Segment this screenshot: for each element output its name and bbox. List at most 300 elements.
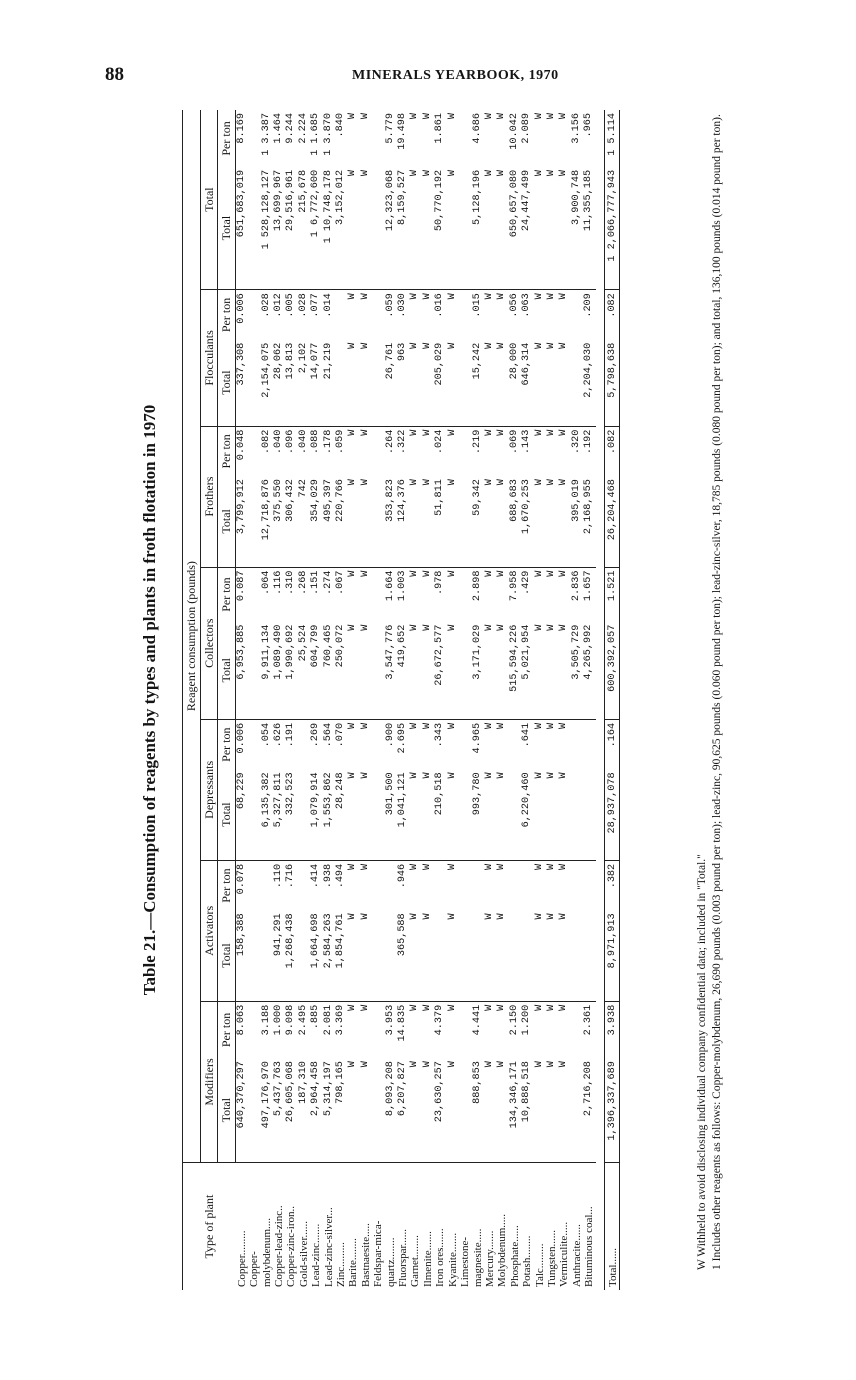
total-cell: 2,964,458 xyxy=(310,1058,322,1163)
per-ton-cell xyxy=(571,1001,583,1058)
per-ton-cell: .016 xyxy=(434,293,446,318)
per-ton-cell: .070 xyxy=(335,722,347,748)
per-ton-cell: 4.965 xyxy=(471,722,483,754)
total-cell: W xyxy=(447,167,459,290)
per-ton-cell: W xyxy=(545,429,557,436)
per-ton-cell: W xyxy=(446,429,458,436)
per-ton-cell: W xyxy=(421,863,433,870)
total-cell xyxy=(372,910,384,1001)
total-cell: 515,594,226 xyxy=(509,622,521,720)
total-cell xyxy=(459,622,471,720)
total-cell: 2,168,955 xyxy=(583,476,595,567)
total-cell: 1,553,862 xyxy=(323,769,335,860)
total-cell: 1,079,914 xyxy=(310,769,322,860)
total-cell: 8,093,208 xyxy=(385,1058,397,1163)
per-ton-cell: .192 xyxy=(583,429,595,455)
per-ton-cell: W xyxy=(359,1004,371,1011)
total-cell: W xyxy=(422,910,434,1001)
total-cell: 51,811 xyxy=(434,476,446,567)
table-row xyxy=(434,110,446,1290)
total-cell: 1 6,772,600 xyxy=(310,167,322,290)
per-ton-cell: .151 xyxy=(310,570,322,596)
per-ton-cell: 0.006 xyxy=(235,293,247,324)
per-ton-cell: 1.861 xyxy=(434,113,446,144)
per-ton-cell: W xyxy=(496,863,508,870)
subheader-per-ton: Per ton xyxy=(218,860,236,910)
total-cell: 50,770,192 xyxy=(434,167,446,290)
total-cell: 68,229 xyxy=(235,769,248,860)
per-ton-cell xyxy=(459,719,471,769)
total-cell: 124,376 xyxy=(397,476,409,567)
per-ton-cell: W xyxy=(359,429,371,436)
per-ton-cell: W xyxy=(409,429,421,436)
total-cell: W xyxy=(484,769,496,860)
per-ton-cell xyxy=(459,860,471,910)
total-cell: W xyxy=(409,476,421,567)
per-ton-cell: 2.224 xyxy=(297,113,309,144)
total-cell xyxy=(372,340,384,426)
plant-type-cell: Talc......... xyxy=(533,1243,546,1287)
per-ton-cell: W xyxy=(446,293,458,300)
total-cell: 2,716,208 xyxy=(583,1058,595,1163)
per-ton-cell xyxy=(372,1001,384,1058)
per-ton-cell: W xyxy=(483,863,495,870)
per-ton-cell: W xyxy=(545,863,557,870)
total-cell: W xyxy=(496,622,508,720)
total-cell: W xyxy=(409,167,421,290)
subheader-total: Total xyxy=(218,476,236,567)
per-ton-cell: 19.498 xyxy=(397,113,409,150)
total-cell: 993,780 xyxy=(472,769,484,860)
per-ton-cell: .012 xyxy=(273,293,284,318)
total-cell xyxy=(248,340,260,426)
per-ton-cell: 3.938 xyxy=(604,1001,619,1058)
per-ton-cell: .978 xyxy=(434,570,446,596)
total-cell: 651,683,019 xyxy=(235,167,248,290)
total-cell: W xyxy=(546,340,558,426)
total-cell: 5,327,811 xyxy=(273,769,285,860)
per-ton-cell: .014 xyxy=(322,293,334,318)
total-cell xyxy=(385,910,397,1001)
per-ton-cell xyxy=(372,860,384,910)
total-cell: 419,652 xyxy=(397,622,409,720)
total-cell: 23,630,257 xyxy=(434,1058,446,1163)
per-ton-cell: 1 5.114 xyxy=(604,110,619,167)
total-cell: 332,523 xyxy=(285,769,297,860)
plant-type-cell: Copper......... xyxy=(235,1230,248,1287)
total-cell: 1,664,698 xyxy=(310,910,322,1001)
per-ton-cell: W xyxy=(533,113,545,120)
total-cell xyxy=(509,910,521,1001)
per-ton-cell: W xyxy=(347,429,359,436)
total-cell: 3,171,029 xyxy=(472,622,484,720)
total-cell: W xyxy=(558,167,570,290)
per-ton-cell: W xyxy=(409,863,421,870)
per-ton-cell: 2.836 xyxy=(570,570,582,602)
per-ton-cell xyxy=(372,110,384,167)
spacer-cell xyxy=(596,110,605,1290)
table-title: Table 21.—Consumption of reagents by types and plants in froth flotation in 1970 xyxy=(140,404,159,996)
per-ton-cell: W xyxy=(533,570,545,577)
table-row xyxy=(397,110,409,1290)
total-cell: 5,021,954 xyxy=(521,622,533,720)
per-ton-cell: .965 xyxy=(583,113,595,138)
total-cell xyxy=(248,622,260,720)
per-ton-cell: .320 xyxy=(570,429,582,455)
per-ton-cell: W xyxy=(558,293,570,300)
table-row xyxy=(298,110,310,1290)
per-ton-cell: .096 xyxy=(285,429,297,455)
total-cell: W xyxy=(546,167,558,290)
total-cell: 28,000 xyxy=(509,340,521,426)
per-ton-cell: .900 xyxy=(384,722,396,748)
total-cell: 205,029 xyxy=(434,340,446,426)
total-cell: W xyxy=(546,910,558,1001)
subheader-total: Total xyxy=(218,910,236,1001)
table-row xyxy=(335,110,347,1290)
footnote-withheld: W Withheld to avoid disclosing individual company confidential data; included in "Total." xyxy=(696,854,708,1270)
total-cell: W xyxy=(496,340,508,426)
total-cell xyxy=(372,769,384,860)
per-ton-cell: .938 xyxy=(322,863,334,889)
plant-type-cell: Limestone- xyxy=(459,1236,472,1287)
total-cell: W xyxy=(360,340,372,426)
total-cell: 220,766 xyxy=(335,476,347,567)
plant-type-cell: Copper-lead-zinc.. xyxy=(273,1205,285,1287)
per-ton-cell xyxy=(509,719,521,769)
total-cell: 1,670,253 xyxy=(521,476,533,567)
total-cell: W xyxy=(496,769,508,860)
total-cell: W xyxy=(360,476,372,567)
total-cell xyxy=(298,910,310,1001)
total-cell xyxy=(248,476,260,567)
total-cell: W xyxy=(360,1058,372,1163)
per-ton-cell xyxy=(459,110,471,167)
plant-type-cell: Tungsten...... xyxy=(545,1229,558,1287)
total-cell xyxy=(472,910,484,1001)
per-ton-cell: 1.657 xyxy=(583,570,595,602)
per-ton-cell: .054 xyxy=(260,722,272,748)
total-cell: 6,135,382 xyxy=(261,769,273,860)
total-cell: 14,077 xyxy=(310,340,322,426)
table-row xyxy=(273,110,285,1290)
total-cell: 798,165 xyxy=(335,1058,347,1163)
per-ton-cell: .885 xyxy=(310,1004,322,1030)
total-cell xyxy=(459,910,471,1001)
total-cell xyxy=(372,622,384,720)
per-ton-cell: 9.098 xyxy=(285,1004,297,1036)
per-ton-cell xyxy=(248,290,260,340)
total-cell: W xyxy=(484,167,496,290)
per-ton-cell xyxy=(248,860,260,910)
total-cell: 13,813 xyxy=(285,340,297,426)
total-cell xyxy=(459,1058,471,1163)
total-cell xyxy=(459,167,471,290)
plant-type-cell: Lead-zinc....... xyxy=(310,1223,323,1287)
per-ton-cell: 3.188 xyxy=(260,1004,272,1036)
total-cell: 28,062 xyxy=(273,340,285,426)
table-row xyxy=(385,110,397,1290)
table-row xyxy=(360,110,372,1290)
table-row xyxy=(447,110,459,1290)
total-cell: W xyxy=(496,910,508,1001)
total-cell: W xyxy=(484,1058,496,1163)
per-ton-cell: .005 xyxy=(285,293,297,318)
total-cell: 742 xyxy=(298,476,310,567)
per-ton-cell xyxy=(248,426,260,476)
table-footnotes xyxy=(695,114,725,1284)
per-ton-cell: .069 xyxy=(508,429,520,455)
total-cell: 26,672,577 xyxy=(434,622,446,720)
subheader-per-ton: Per ton xyxy=(218,290,236,340)
per-ton-cell: 0.087 xyxy=(235,570,247,602)
per-ton-cell: W xyxy=(446,722,458,729)
plant-type-cell: Total...... xyxy=(604,1163,619,1290)
per-ton-cell xyxy=(459,1001,471,1058)
per-ton-cell: W xyxy=(483,570,495,577)
total-cell xyxy=(583,910,595,1001)
per-ton-cell: .116 xyxy=(273,570,284,596)
per-ton-cell: .716 xyxy=(285,863,297,889)
total-cell: W xyxy=(409,769,421,860)
per-ton-cell: .178 xyxy=(322,429,334,455)
total-cell: W xyxy=(347,340,359,426)
page-number: 88 xyxy=(105,64,124,85)
per-ton-cell: W xyxy=(558,722,570,729)
per-ton-cell: .274 xyxy=(322,570,334,596)
per-ton-cell: W xyxy=(533,429,545,436)
plant-type-cell: Mercury....... xyxy=(483,1230,496,1287)
per-ton-cell: W xyxy=(421,570,433,577)
total-cell: W xyxy=(484,340,496,426)
subheader-per-ton: Per ton xyxy=(218,567,236,622)
total-cell: W xyxy=(447,622,459,720)
total-cell: W xyxy=(558,1058,570,1163)
per-ton-cell: 1 1.685 xyxy=(310,113,322,156)
total-cell: 760,465 xyxy=(323,622,335,720)
per-ton-cell: .015 xyxy=(471,293,483,318)
total-cell: 497,176,970 xyxy=(261,1058,273,1163)
per-ton-cell: .143 xyxy=(521,429,533,455)
total-cell: 1,089,490 xyxy=(273,622,285,720)
total-cell: W xyxy=(347,167,359,290)
total-cell: 12,323,068 xyxy=(385,167,397,290)
per-ton-cell: W xyxy=(347,722,359,729)
total-cell: 26,605,068 xyxy=(285,1058,297,1163)
per-ton-cell: 2.361 xyxy=(583,1004,595,1036)
subheader-total: Total xyxy=(218,622,236,720)
per-ton-cell: .840 xyxy=(335,113,347,138)
plant-type-cell: Iron ores....... xyxy=(434,1228,447,1287)
total-cell: W xyxy=(546,1058,558,1163)
per-ton-cell: .946 xyxy=(397,863,409,889)
per-ton-cell: W xyxy=(409,722,421,729)
table-row xyxy=(347,110,359,1290)
subheader-total: Total xyxy=(218,769,236,860)
total-cell: W xyxy=(347,910,359,1001)
per-ton-cell: W xyxy=(409,293,421,300)
per-ton-cell: W xyxy=(533,293,545,300)
total-cell: W xyxy=(484,476,496,567)
table-row xyxy=(310,110,322,1290)
total-cell xyxy=(248,769,260,860)
per-ton-cell: .064 xyxy=(260,570,272,596)
total-cell: 688,683 xyxy=(509,476,521,567)
total-cell: 1 528,128,127 xyxy=(261,167,273,290)
per-ton-cell xyxy=(248,1001,260,1058)
plant-type-cell: molybdenum.... xyxy=(260,1217,273,1287)
per-ton-cell: .641 xyxy=(521,722,533,748)
per-ton-cell: W xyxy=(558,1004,570,1011)
per-ton-cell: 3.369 xyxy=(335,1004,347,1036)
total-cell: W xyxy=(496,476,508,567)
per-ton-cell xyxy=(434,860,446,910)
per-ton-cell: 1.000 xyxy=(273,1004,284,1036)
total-cell: 646,314 xyxy=(521,340,533,426)
per-ton-cell: W xyxy=(359,113,371,120)
total-cell: 26,204,468 xyxy=(604,476,619,567)
per-ton-cell: .082 xyxy=(260,429,272,455)
total-cell xyxy=(298,769,310,860)
reagent-table xyxy=(182,110,620,1290)
total-cell xyxy=(434,910,446,1001)
per-ton-cell xyxy=(583,719,595,769)
per-ton-cell: .322 xyxy=(397,429,409,455)
per-ton-cell: 1.003 xyxy=(397,570,409,602)
per-ton-cell: 3.156 xyxy=(570,113,582,144)
total-cell: W xyxy=(447,769,459,860)
per-ton-cell: .191 xyxy=(285,722,297,748)
table-row xyxy=(509,110,521,1290)
total-cell: W xyxy=(558,340,570,426)
total-cell xyxy=(521,910,533,1001)
total-cell: 59,342 xyxy=(472,476,484,567)
per-ton-cell: W xyxy=(483,1004,495,1011)
total-cell: 640,370,297 xyxy=(235,1058,248,1163)
per-ton-cell: 0.048 xyxy=(235,429,247,461)
per-ton-cell: .059 xyxy=(335,429,347,455)
per-ton-cell: 4.441 xyxy=(471,1004,483,1036)
plant-type-cell: Zinc......... xyxy=(335,1242,348,1287)
total-cell: 337,308 xyxy=(235,340,248,426)
total-cell: 1 2,066,777,943 xyxy=(604,167,619,290)
per-ton-cell: W xyxy=(496,113,508,120)
plant-type-cell: Ilmenite....... xyxy=(421,1231,434,1287)
per-ton-cell: 2.081 xyxy=(322,1004,334,1036)
total-cell: W xyxy=(422,622,434,720)
plant-type-cell: Anthracite...... xyxy=(570,1224,583,1287)
per-ton-cell xyxy=(459,426,471,476)
total-cell: 375,550 xyxy=(273,476,285,567)
total-cell: 28,248 xyxy=(335,769,347,860)
per-ton-cell: .219 xyxy=(471,429,483,455)
total-cell: 8,971,913 xyxy=(604,910,619,1001)
per-ton-cell: W xyxy=(347,113,359,120)
total-cell xyxy=(509,769,521,860)
total-cell: W xyxy=(534,167,546,290)
per-ton-cell: W xyxy=(545,293,557,300)
subheader-total: Total xyxy=(218,167,236,290)
total-cell: 395,019 xyxy=(571,476,583,567)
per-ton-cell: .310 xyxy=(285,570,297,596)
per-ton-cell: 2.695 xyxy=(397,722,409,754)
total-cell xyxy=(459,476,471,567)
type-of-plant-header: Type of plant xyxy=(183,1163,236,1290)
total-cell: 5,128,196 xyxy=(472,167,484,290)
per-ton-cell: W xyxy=(409,113,421,120)
total-cell: 495,397 xyxy=(323,476,335,567)
total-cell: W xyxy=(360,622,372,720)
per-ton-cell: W xyxy=(446,863,458,870)
total-cell: W xyxy=(360,769,372,860)
total-cell: 13,699,967 xyxy=(273,167,285,290)
plant-type-cell: magnesite..... xyxy=(471,1228,484,1287)
table-row xyxy=(235,110,248,1290)
plant-type-cell: Molybdenum..... xyxy=(496,1213,509,1287)
total-cell: 134,346,171 xyxy=(509,1058,521,1163)
per-ton-cell xyxy=(521,860,533,910)
per-ton-cell xyxy=(571,860,583,910)
per-ton-cell xyxy=(583,860,595,910)
plant-type-cell: Bastnaesite..... xyxy=(359,1223,372,1287)
group-header-depressants: Depressants xyxy=(200,719,218,860)
per-ton-cell: .269 xyxy=(310,722,322,748)
per-ton-cell: .059 xyxy=(384,293,396,318)
per-ton-cell: W xyxy=(496,429,508,436)
plant-type-cell: Copper- xyxy=(248,1251,261,1287)
total-cell: 250,072 xyxy=(335,622,347,720)
total-cell: 5,437,763 xyxy=(273,1058,285,1163)
per-ton-cell: W xyxy=(483,429,495,436)
total-cell xyxy=(571,769,583,860)
per-ton-cell: .067 xyxy=(335,570,347,596)
per-ton-cell: 1 3.387 xyxy=(260,113,272,156)
total-cell: 3,900,748 xyxy=(571,167,583,290)
group-header-collectors: Collectors xyxy=(200,567,218,719)
plant-type-cell: Gold-silver...... xyxy=(297,1221,310,1287)
total-cell: 187,310 xyxy=(298,1058,310,1163)
total-cell: 28,937,078 xyxy=(604,769,619,860)
total-cell: W xyxy=(347,476,359,567)
total-cell: 1,268,438 xyxy=(285,910,297,1001)
per-ton-cell xyxy=(372,290,384,340)
per-ton-cell: .264 xyxy=(384,429,396,455)
table-row xyxy=(261,110,273,1290)
total-cell: 5,314,197 xyxy=(323,1058,335,1163)
per-ton-cell xyxy=(509,860,521,910)
per-ton-cell: .164 xyxy=(604,719,619,769)
per-ton-cell: 2.089 xyxy=(521,113,533,144)
total-cell: 354,029 xyxy=(310,476,322,567)
per-ton-cell: .040 xyxy=(273,429,284,455)
table-row xyxy=(248,110,260,1290)
per-ton-cell: W xyxy=(533,863,545,870)
per-ton-cell: W xyxy=(359,863,371,870)
per-ton-cell: W xyxy=(545,113,557,120)
total-cell xyxy=(571,1058,583,1163)
total-cell xyxy=(571,340,583,426)
per-ton-cell: .056 xyxy=(508,293,520,318)
plant-type-cell: Kyanite....... xyxy=(446,1232,459,1287)
group-header-activators: Activators xyxy=(200,860,218,1001)
total-cell: 963 xyxy=(397,340,409,426)
total-cell: W xyxy=(422,167,434,290)
per-ton-cell: W xyxy=(359,293,371,300)
per-ton-cell: 3.953 xyxy=(384,1004,396,1036)
total-cell: 353,823 xyxy=(385,476,397,567)
total-cell: W xyxy=(447,476,459,567)
total-cell: 25,524 xyxy=(298,622,310,720)
